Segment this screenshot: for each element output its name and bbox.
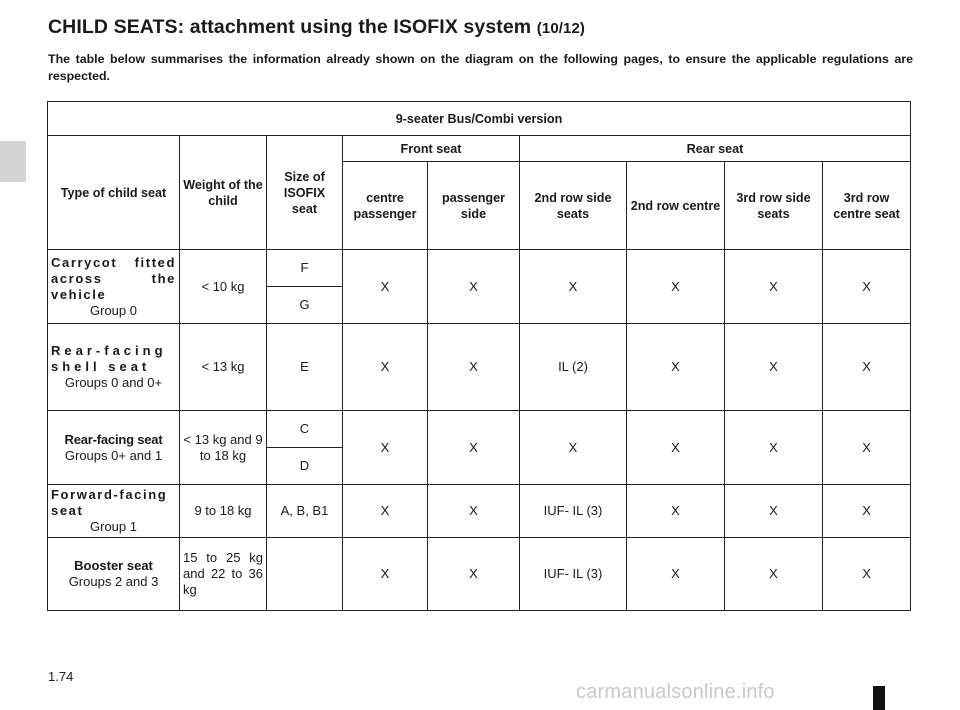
row-value: IL (2) — [520, 324, 627, 411]
row-size: G — [267, 287, 343, 324]
row-value: X — [823, 538, 911, 611]
section-tab-marker — [0, 141, 26, 182]
row-size: C — [267, 411, 343, 448]
row-value: X — [823, 485, 911, 538]
row-size: F — [267, 250, 343, 287]
row-size: A, B, B1 — [267, 485, 343, 538]
row-type-name: Forward-facing seat — [51, 487, 168, 518]
intro-paragraph: The table below summarises the information already shown on the diagram on the following pages, to ensure the applicable regulations are respected. — [48, 52, 913, 83]
row-type-name: Booster seat — [74, 558, 153, 573]
row-value: X — [627, 250, 725, 324]
header-rear-seat: Rear seat — [520, 136, 911, 162]
table-row — [48, 250, 911, 287]
row-value: X — [428, 485, 520, 538]
row-weight: 15 to 25 kg and 22 to 36 kg — [180, 538, 267, 611]
row-type-cell — [48, 250, 180, 324]
row-type-name: Rear-facing seat — [64, 431, 163, 447]
header-weight: Weight of the child — [180, 136, 267, 250]
row-value: X — [627, 538, 725, 611]
row-weight: < 13 kg — [180, 324, 267, 411]
corner-mark — [873, 686, 885, 710]
row-type-cell — [48, 411, 180, 485]
page-number: 1.74 — [48, 669, 74, 684]
row-group: Groups 2 and 3 — [68, 574, 159, 589]
row-weight: 9 to 18 kg — [180, 485, 267, 538]
row-value: X — [725, 485, 823, 538]
row-type-cell — [48, 538, 180, 611]
row-value: X — [428, 324, 520, 411]
header-front-seat: Front seat — [343, 136, 520, 162]
row-value: X — [823, 411, 911, 485]
watermark: carmanualsonline.info — [576, 681, 775, 703]
row-group: Group 0 — [90, 302, 137, 318]
row-value: X — [725, 538, 823, 611]
header-row-groups — [48, 136, 911, 162]
header-column: centre passenger — [343, 162, 428, 250]
row-weight: < 13 kg and 9 to 18 kg — [180, 411, 267, 485]
row-value: X — [627, 485, 725, 538]
header-size: Size of ISOFIX seat — [267, 136, 343, 250]
header-column: passenger side — [428, 162, 520, 250]
row-value: X — [725, 324, 823, 411]
row-size — [267, 538, 343, 611]
row-type-name: Carrycot fitted across the vehicle — [51, 254, 176, 302]
table-row — [48, 411, 911, 448]
row-value: X — [823, 324, 911, 411]
header-column: 2nd row side seats — [520, 162, 627, 250]
row-group: Groups 0+ and 1 — [64, 447, 163, 463]
row-size: E — [267, 324, 343, 411]
row-value: X — [343, 250, 428, 324]
table-caption: 9-seater Bus/Combi version — [48, 102, 911, 136]
isofix-table — [47, 101, 911, 611]
row-value: IUF- IL (3) — [520, 485, 627, 538]
row-value: X — [823, 250, 911, 324]
row-value: X — [627, 324, 725, 411]
header-column: 3rd row side seats — [725, 162, 823, 250]
row-value: X — [343, 411, 428, 485]
header-column: 3rd row centre seat — [823, 162, 911, 250]
table-row — [48, 485, 911, 538]
row-type-cell — [48, 485, 180, 538]
row-value: X — [428, 538, 520, 611]
row-value: X — [725, 250, 823, 324]
row-size: D — [267, 448, 343, 485]
row-value: X — [627, 411, 725, 485]
table-row — [48, 538, 911, 611]
table-row — [48, 324, 911, 411]
page-title — [48, 16, 585, 39]
row-value: IUF- IL (3) — [520, 538, 627, 611]
row-group: Group 1 — [90, 519, 137, 534]
row-value: X — [343, 485, 428, 538]
row-value: X — [520, 250, 627, 324]
row-value: X — [428, 411, 520, 485]
header-column: 2nd row centre — [627, 162, 725, 250]
row-type-cell — [48, 324, 180, 411]
row-group: Groups 0 and 0+ — [64, 375, 163, 390]
row-value: X — [343, 324, 428, 411]
caption-row — [48, 102, 911, 136]
header-type: Type of child seat — [48, 136, 180, 250]
row-type-name: Rear-facing shell seat — [51, 343, 167, 374]
page-marker: (10/12) — [536, 20, 586, 37]
row-value: X — [428, 250, 520, 324]
row-weight: < 10 kg — [180, 250, 267, 324]
title-text: CHILD SEATS: attachment using the ISOFIX system — [48, 16, 532, 38]
row-value: X — [725, 411, 823, 485]
row-value: X — [343, 538, 428, 611]
row-value: X — [520, 411, 627, 485]
